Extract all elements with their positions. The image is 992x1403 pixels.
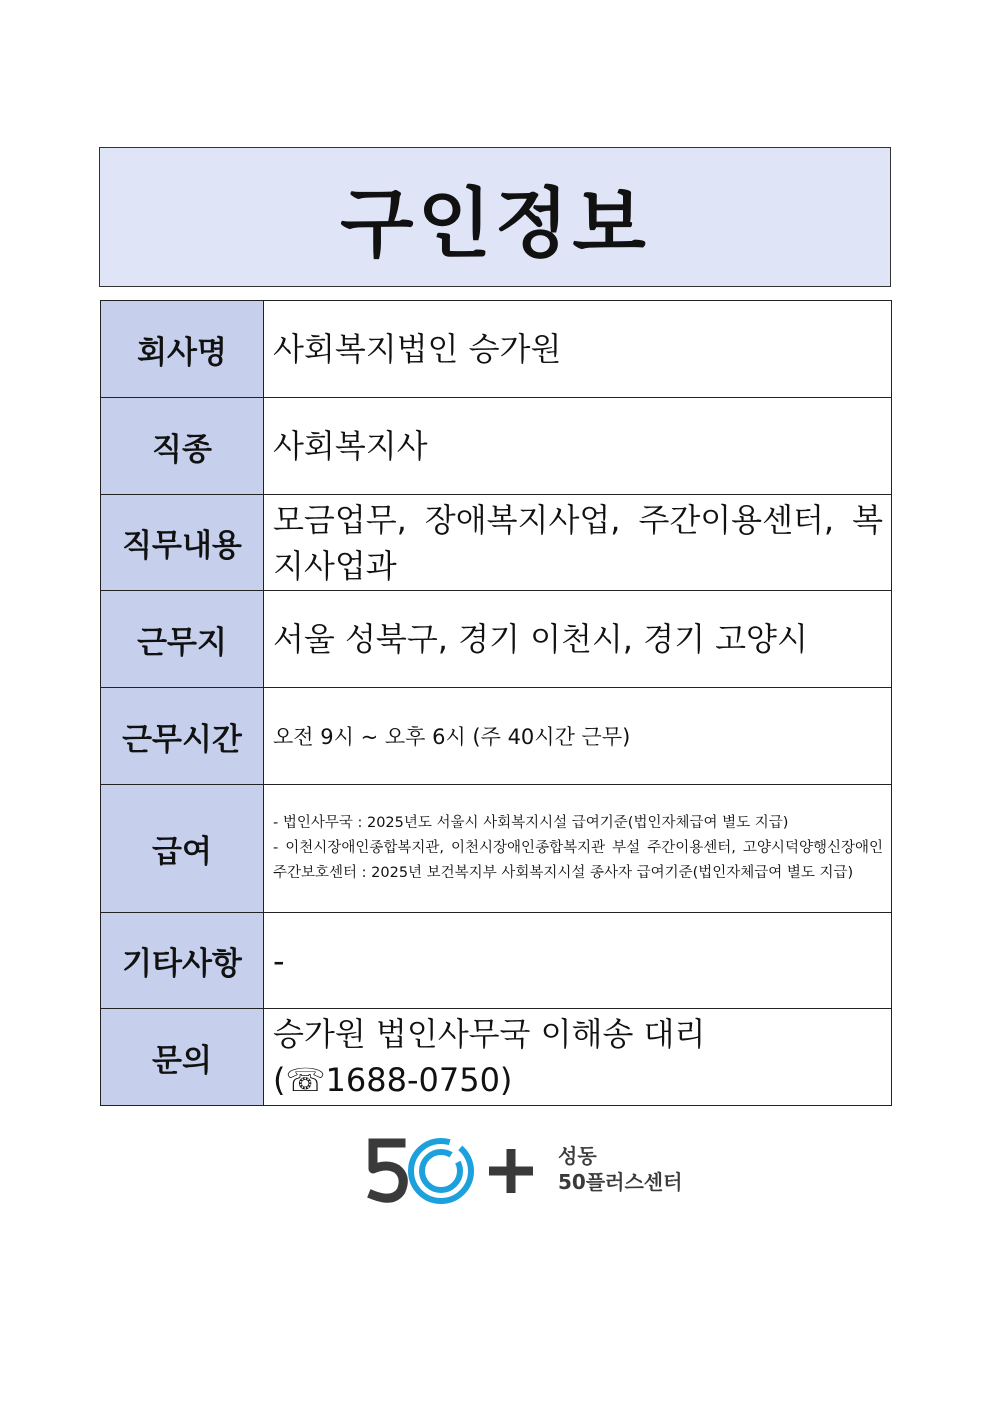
salary-value (264, 785, 892, 913)
fifty-plus-logo-icon (365, 1133, 555, 1209)
job-info-table (100, 300, 892, 1106)
contact-line-2: (☏1688-0750) (273, 1061, 513, 1099)
page-title: 구인정보 (340, 178, 650, 268)
table-row (101, 398, 892, 495)
duties-label: 직무내용 (101, 495, 264, 591)
location-value: 서울 성북구, 경기 이천시, 경기 고양시 (264, 591, 892, 688)
table-row (101, 591, 892, 688)
company-value: 사회복지법인 승가원 (264, 301, 892, 398)
logo-text-line-2: 50플러스센터 (558, 1170, 683, 1194)
contact-label: 문의 (101, 1009, 264, 1106)
logo-text-line-1: 성동 (558, 1144, 597, 1168)
table-row (101, 913, 892, 1009)
table-row (101, 785, 892, 913)
title-banner (99, 147, 891, 287)
duties-value: 모금업무, 장애복지사업, 주간이용센터, 복지사업과 (264, 495, 892, 591)
salary-line-1: - 법인사무국 : 2025년도 서울시 사회복지시설 급여기준(법인자체급여 별도 지급) (273, 815, 789, 831)
etc-label: 기타사항 (101, 913, 264, 1009)
table-row (101, 301, 892, 398)
salary-line-2: - 이천시장애인종합복지관, 이천시장애인종합복지관 부설 주간이용센터, 고양시덕양행신장애인주간보호센터 : 2025년 보건복지부 사회복지시설 종사자 급여기준(법인자체급여 별도 지급) (273, 840, 883, 881)
contact-value (264, 1009, 892, 1106)
company-label: 회사명 (101, 301, 264, 398)
hours-value: 오전 9시 ~ 오후 6시 (주 40시간 근무) (264, 688, 892, 785)
logo-text (558, 1143, 682, 1195)
table-row (101, 1009, 892, 1106)
occupation-label: 직종 (101, 398, 264, 495)
hours-label: 근무시간 (101, 688, 264, 785)
etc-value: - (264, 913, 892, 1009)
location-label: 근무지 (101, 591, 264, 688)
salary-label: 급여 (101, 785, 264, 913)
occupation-value: 사회복지사 (264, 398, 892, 495)
contact-line-1: 승가원 법인사무국 이해송 대리 (273, 1015, 706, 1053)
table-row (101, 495, 892, 591)
table-row (101, 688, 892, 785)
